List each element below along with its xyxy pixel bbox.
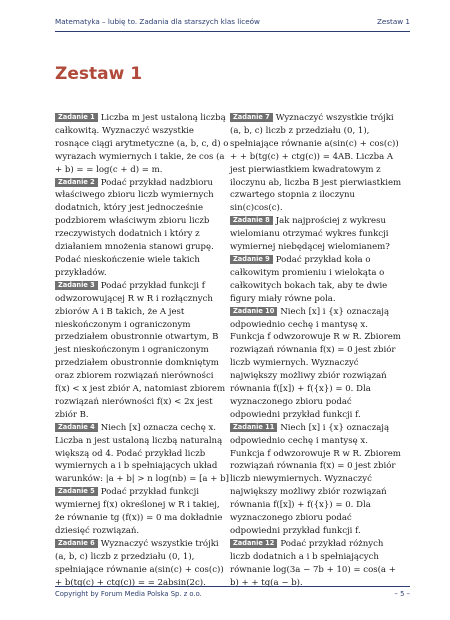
copyright-text: Copyright by Forum Media Polska Sp. z o.o. (55, 590, 202, 598)
task-badge: Zadanie 3 (55, 281, 98, 290)
task-3 (55, 280, 229, 422)
task-text: Liczba m jest ustaloną liczbą całkowitą. Wyznaczyć wszystkie rosnące ciągi arytmetyczne (a, b, c, d) o wyrazach wymiernych i takie, że cos (a + b) = = log(c + d) = m. (55, 113, 229, 175)
header-book-title: Matematyka – lubię to. Zadania dla starszych klas liceów (55, 17, 260, 26)
task-1 (55, 112, 229, 177)
task-badge: Zadanie 7 (230, 113, 273, 122)
right-column (230, 112, 404, 590)
page-title: Zestaw 1 (55, 64, 143, 84)
task-badge: Zadanie 4 (55, 423, 98, 432)
page-number: – 5 – (394, 590, 410, 598)
task-badge: Zadanie 1 (55, 113, 98, 122)
task-badge: Zadanie 8 (230, 216, 273, 225)
task-text: Niech [x] i {x} oznaczają odpowiednio cechę i mantysę x. Funkcja f odwzorowuje R w R. Zbiorem rozwiązań równania f(x) = 0 jest zbiór liczb wymiernych. Wyznaczyć największy możliwy zbiór rozwiązań równania f([x]) + f({x}) = 0. Dla wyznaczonego zbioru podać odpowiedni przykład funkcji f. (230, 306, 401, 420)
task-badge: Zadanie 12 (230, 539, 277, 548)
task-11 (230, 422, 404, 538)
task-9 (230, 254, 404, 306)
task-badge: Zadanie 11 (230, 423, 277, 432)
task-text: Jak najprościej z wykresu wielomianu otrzymać wykres funkcji wymiernej niebędącej wielomianem? (230, 216, 390, 253)
task-text: Podać przykład koła o całkowitym promieniu i wielokąta o całkowitych bokach tak, aby te dwie figury miały równe pola. (230, 254, 388, 304)
running-footer (55, 590, 410, 598)
task-text: Podać przykład funkcji wymiernej f(x) określonej w R i takiej, że równanie tg (f(x)) = 0 ma dokładnie dziesięć rozwiązań. (55, 487, 223, 536)
task-2 (55, 177, 229, 280)
task-12 (230, 538, 404, 590)
header-divider (55, 31, 410, 32)
task-badge: Zadanie 10 (230, 307, 277, 316)
task-badge: Zadanie 2 (55, 178, 98, 187)
task-5 (55, 486, 229, 538)
task-text: Wyznaczyć wszystkie trójki (a, b, c) liczb z przedziału (0, 1), spełniające równanie a(sin(c) + cos(c)) + b(tg(c) + ctg(c)) = = 2absin(2c). (55, 538, 224, 588)
task-text: Podać przykład różnych liczb dodatnich a i b spełniających równanie log(3a − 7b + 10) = cos(a + b) + + tg(a − b). (230, 538, 396, 588)
task-badge: Zadanie 9 (230, 255, 273, 264)
task-6 (55, 538, 229, 590)
task-7 (230, 112, 404, 215)
task-8 (230, 215, 404, 254)
task-badge: Zadanie 5 (55, 487, 98, 496)
running-header (55, 17, 410, 26)
task-badge: Zadanie 6 (55, 539, 98, 548)
footer-divider (55, 586, 410, 587)
task-text: Podać przykład nadzbioru właściwego zbioru liczb wymiernych dodatnich, który jest jednocześnie podzbiorem właściwym zbioru liczb rzeczywistych dodatnich i który z działaniem mnożenia stanowi grupę. Podać nieskończenie wiele takich przykładów. (55, 177, 214, 278)
task-10 (230, 306, 404, 422)
left-column (55, 112, 229, 590)
task-text: Podać przykład funkcji f odwzorowującej R w R i rozłącznych zbiorów A i B takich, że A jest nieskończonym i ograniczonym przedziałem obustronnie otwartym, B jest nieskończonym i ograniczonym przedziałem obustronnie domkniętym oraz zbiorem rozwiązań nierówności f(x) < x jest zbiór A, natomiast zbiorem rozwiązań nierówności f(x) < 2x jest zbiór B. (55, 280, 226, 420)
task-text: Niech [x] oznacza cechę x. Liczba n jest ustaloną liczbą naturalną większą od 4. Podać przykład liczb wymiernych a i b spełniających układ warunków: |a + b| > n log(nb) = [a + b] (55, 422, 229, 485)
header-set-name: Zestaw 1 (376, 17, 410, 26)
task-text: Niech [x] i {x} oznaczają odpowiednio cechę i mantysę x. Funkcja f odwzorowuje R w R. Zbiorem rozwiązań równania f(x) = 0 jest zbiór liczb niewymiernych. Wyznaczyć największy możliwy zbiór rozwiązań równania f([x]) + f({x}) = 0. Dla wyznaczonego zbioru podać odpowiedni przykład funkcji f. (230, 422, 401, 536)
task-4 (55, 422, 229, 487)
task-text: Wyznaczyć wszystkie trójki (a, b, c) liczb z przedziału (0, 1), spełniające równanie a(sin(c) + cos(c)) + + b(tg(c) + ctg(c)) = 4AB. Liczba A jest pierwiastkiem kwadratowym z iloczynu ab, liczba B jest pierwiastkiem czwartego stopnia z iloczynu sin(c)cos(c). (230, 113, 402, 214)
